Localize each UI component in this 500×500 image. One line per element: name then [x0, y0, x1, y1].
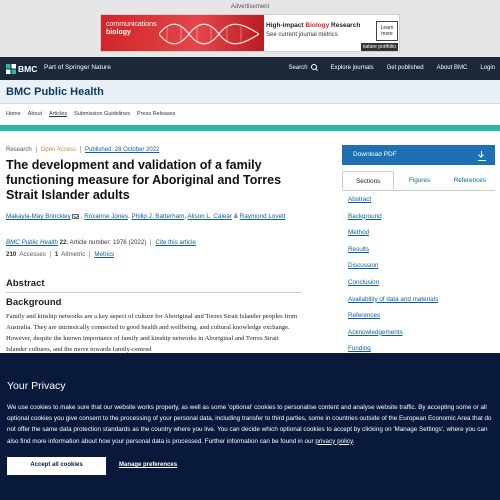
accept-all-cookies-button[interactable]: Accept all cookies — [7, 457, 106, 475]
ad-brand-line1: communications — [106, 21, 157, 28]
ad-learn-more-button[interactable]: Learn more — [376, 21, 398, 41]
meta-divider — [80, 146, 81, 153]
author-link[interactable]: Philip J. Batterham — [131, 213, 185, 220]
privacy-text — [7, 402, 495, 447]
ad-brand-panel — [101, 15, 264, 52]
toc-item-conclusion[interactable]: Conclusion — [348, 278, 380, 286]
journal-subnav — [0, 104, 500, 125]
download-pdf-button[interactable] — [342, 145, 495, 165]
abstract-paragraph: Family and kinship networks are a key aspect of culture for Aboriginal and Torres Strait Islander peoples from Australia. They are intrinsically connected to good health and wellbeing, and cultural knowledge exchange. However, despite the known importance of family and kinship networks in Aboriginal and Torres Strait Islander cultures, and the move towards family-centred — [6, 313, 298, 353]
toc-item-abstract[interactable]: Abstract — [348, 196, 372, 203]
tab-figures[interactable]: Figures — [408, 177, 430, 184]
privacy-body: We use cookies to make sure that our website works properly, as well as some 'optional' cookies to personalise content and analyse website traffic. By accepting some or all optional cookies you give consent to the processing of your personal data, including transfer to third parties, some in countries outside of the European Economic Area that do not offer the same data protection standards as the country where you live. You can decide which optional cookies to accept by clicking on 'Manage Settings', where you can also find more information about how your personal data is processed. Further information can be found in our — [7, 404, 492, 445]
author-ampersand: & — [233, 213, 238, 220]
article-type: Research — [6, 146, 32, 153]
springer-nature-tagline: Part of Springer Nature — [44, 64, 111, 71]
toc-item-method[interactable]: Method — [348, 229, 370, 237]
author-link[interactable]: Raymond Lovett — [239, 213, 286, 220]
toc-item-results[interactable]: Results — [348, 245, 369, 253]
subnav-home[interactable]: Home — [6, 111, 21, 117]
sections-list — [348, 196, 493, 362]
metrics-link[interactable]: Metrics — [94, 251, 115, 258]
background-heading: Background — [6, 297, 62, 308]
article-meta — [6, 146, 159, 153]
meta-divider — [150, 239, 151, 246]
journal-header — [0, 80, 500, 104]
author-link[interactable]: Alison L. Calear — [187, 213, 232, 220]
ad-label: Advertisement — [230, 4, 270, 10]
toc-item-funding[interactable]: Funding — [348, 345, 371, 353]
ad-subline: See current journal metrics — [266, 32, 338, 38]
author-link[interactable]: Makayla-May Brinckley — [6, 213, 71, 220]
abstract-heading: Abstract — [6, 278, 45, 289]
mail-icon[interactable] — [72, 214, 79, 219]
citation-volume: 22 — [59, 239, 67, 246]
cite-this-article-link[interactable]: Cite this article — [155, 239, 196, 246]
article-metrics — [6, 251, 114, 258]
citation-journal-link[interactable]: BMC Public Health — [6, 239, 58, 246]
ad-copy — [266, 15, 400, 52]
download-icon-base — [478, 160, 486, 161]
subnav-items — [6, 111, 183, 117]
section-divider — [6, 292, 301, 293]
nav-get-published[interactable]: Get published — [386, 64, 424, 71]
accesses-label: Accesses — [19, 251, 46, 258]
toc-item-references[interactable]: References — [348, 312, 381, 320]
dna-helix-graphic — [159, 19, 259, 49]
journal-title[interactable]: BMC Public Health — [6, 86, 104, 98]
privacy-policy-link[interactable]: privacy policy — [315, 437, 353, 445]
meta-divider — [89, 251, 90, 258]
altmetric-label: Altmetric — [61, 251, 86, 258]
bmc-logo-icon — [6, 64, 16, 74]
privacy-title: Your Privacy — [7, 380, 66, 392]
top-nav-links — [276, 64, 495, 71]
bmc-logo[interactable] — [6, 63, 37, 74]
nav-explore-journals[interactable]: Explore journals — [330, 64, 374, 71]
tab-sections[interactable]: Sections — [342, 171, 394, 190]
sidebar-tabs — [342, 171, 495, 191]
ad-brand-line2: biology — [106, 29, 131, 36]
ad-headline: High-impact Biology Research — [266, 22, 361, 29]
meta-divider — [50, 251, 51, 258]
altmetric-count: 1 — [54, 251, 59, 258]
ad-brand — [106, 21, 157, 37]
nav-login[interactable]: Login — [480, 64, 495, 71]
nav-about-bmc[interactable]: About BMC — [436, 64, 468, 71]
cookie-consent-banner — [0, 353, 500, 500]
subnav-about[interactable]: About — [27, 111, 43, 117]
download-pdf-label: Download PDF — [353, 151, 397, 158]
published-date-link[interactable]: Published: 28 October 2022 — [85, 146, 160, 153]
bmc-logo-text: BMC — [18, 63, 38, 74]
accesses-count: 210 — [6, 251, 17, 258]
download-icon — [478, 151, 485, 160]
citation-article-number: , Article number: 1976 (2022) — [66, 239, 147, 246]
author-list: Makayla-May Brinckley , Roxanne Jones, Philip J. Batterham, Alison L. Calear & Raymond Lovett — [6, 213, 286, 220]
open-access-badge: Open Access — [40, 146, 77, 153]
accent-bar-shadow — [0, 131, 500, 132]
top-navigation — [0, 57, 500, 80]
author-link[interactable]: Roxanne Jones — [84, 213, 128, 220]
toc-item-acknowledgements[interactable]: Acknowledgements — [348, 328, 403, 336]
ad-portfolio-logo: nature portfolio — [362, 44, 396, 50]
search-icon — [311, 64, 318, 71]
citation-line — [6, 239, 196, 246]
subnav-press-releases[interactable]: Press Releases — [137, 111, 176, 117]
article-title: The development and validation of a family functioning measure for Aboriginal and Torres Strait Islander adults — [6, 158, 282, 202]
ad-banner[interactable] — [100, 14, 400, 52]
subnav-articles[interactable]: Articles — [49, 111, 68, 117]
meta-divider — [36, 146, 37, 153]
tab-references[interactable]: References — [453, 177, 486, 184]
toc-item-background[interactable]: Background — [348, 212, 382, 220]
subnav-submission-guidelines[interactable]: Submission Guidelines — [74, 111, 131, 117]
toc-item-availability[interactable]: Availability of data and materials — [348, 295, 439, 303]
advertisement-strip — [0, 0, 500, 57]
toc-item-discussion[interactable]: Discussion — [348, 262, 379, 270]
manage-preferences-button[interactable]: Manage preferences — [119, 462, 178, 468]
privacy-body-end: . — [352, 437, 355, 445]
nav-search[interactable]: Search — [289, 64, 318, 71]
